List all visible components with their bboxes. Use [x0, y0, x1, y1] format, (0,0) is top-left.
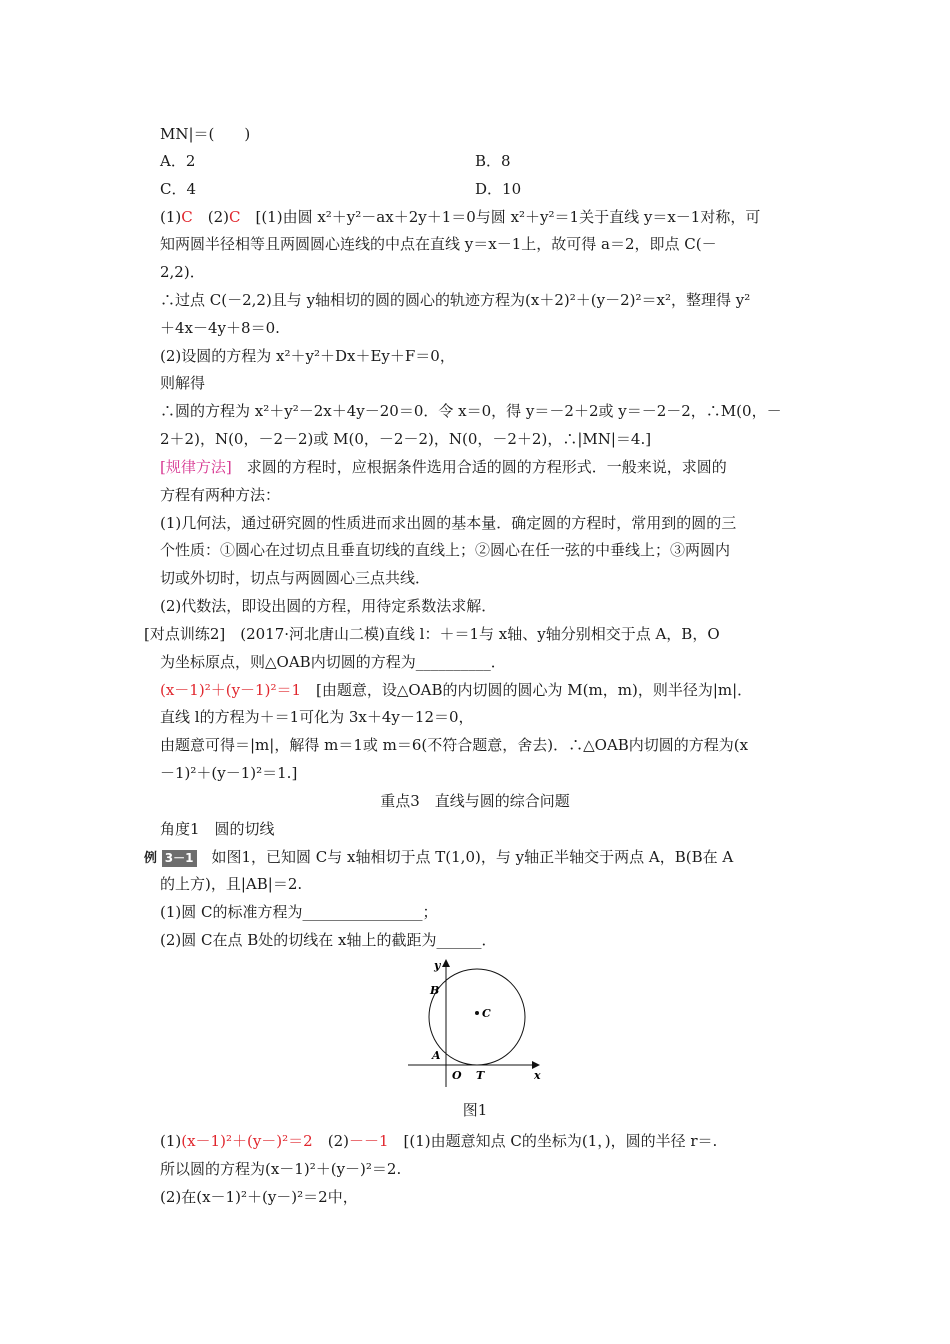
text-line: ∴圆的方程为 x²＋y²－2x＋4y－20＝0．令 x＝0，得 y＝－2＋2或 y＝－2－2，∴M(0，－: [160, 402, 782, 420]
center-point: [475, 1011, 479, 1015]
text-line: (2)代数法，即设出圆的方程，用待定系数法求解．: [160, 597, 497, 615]
text-line: 个性质：①圆心在过切点且垂直切线的直线上；②圆心在任一弦的中垂线上；③两圆内: [160, 541, 731, 559]
method-line: [规律方法] 求圆的方程时，应根据条件选用合适的圆的方程形式．一般来说，求圆的: [160, 458, 727, 476]
angle-heading: 角度1 圆的切线: [160, 820, 275, 838]
text-line: (2)圆 C在点 B处的切线在 x轴上的截距为______．: [160, 931, 497, 949]
training-line: [对点训练2] (2017·河北唐山二模)直线 l：＋＝1与 x轴、y轴分别相交于点 A，B，O: [144, 625, 720, 643]
label-t: T: [476, 1069, 485, 1082]
text-line: 直线 l的方程为＋＝1可化为 3x＋4y－12＝0，: [160, 708, 474, 726]
text-line: 的上方)，且|AB|＝2.: [160, 875, 303, 893]
option-b: B．8: [475, 152, 511, 170]
text-line: 知两圆半径相等且两圆圆心连线的中点在直线 y＝x－1上，故可得 a＝2，即点 C(－: [160, 235, 717, 253]
text-line: MN|＝( ): [160, 125, 251, 143]
text-line: (2)在(x－1)²＋(y－)²＝2中，: [160, 1188, 358, 1206]
answer-line: (x－1)²＋(y－1)²＝1 [由题意，设△OAB的内切圆的圆心为 M(m，m)，则半径为|m|．: [160, 681, 753, 699]
option-a: A．2: [160, 152, 196, 170]
text-line: 则解得: [160, 374, 206, 392]
label-c: C: [482, 1007, 491, 1020]
answer-line: (1)(x－1)²＋(y－)²＝2 (2)－－1 [(1)由题意知点 C的坐标为(1，)，圆的半径 r＝.: [160, 1132, 718, 1150]
text-line: 所以圆的方程为(x－1)²＋(y－)²＝2.: [160, 1160, 402, 1178]
example-tag: 3－1: [162, 850, 197, 867]
section-heading: 重点3 直线与圆的综合问题: [380, 792, 570, 810]
label-x: x: [534, 1069, 541, 1082]
circle-c: [429, 969, 525, 1065]
text-line: (1)圆 C的标准方程为________________；: [160, 903, 438, 921]
text-line: 方程有两种方法：: [160, 486, 281, 504]
x-axis-arrow: [532, 1061, 540, 1069]
text-line: ＋4x－4y＋8＝0.: [160, 319, 280, 337]
option-c: C．4: [160, 180, 197, 198]
text-line: －1)²＋(y－1)²＝1.]: [160, 764, 298, 782]
text-line: 为坐标原点，则△OAB内切圆的方程为__________．: [160, 653, 506, 671]
text-line: (2)设圆的方程为 x²＋y²＋Dx＋Ey＋F＝0，: [160, 347, 455, 365]
answer-line: (1)C (2)C [(1)由圆 x²＋y²－ax＋2y＋1＝0与圆 x²＋y²＝1关于直线 y＝x－1对称，可: [160, 208, 761, 226]
label-b: B: [430, 984, 440, 997]
text-line: 2,2)．: [160, 263, 205, 281]
label-o: O: [452, 1069, 462, 1082]
example-line: 例 3－1 如图1，已知圆 C与 x轴相切于点 T(1,0)，与 y轴正半轴交于两点 A，B(B在 A: [144, 847, 733, 869]
label-a: A: [432, 1049, 441, 1062]
label-y: y: [434, 959, 441, 972]
text-line: (1)几何法，通过研究圆的性质进而求出圆的基本量．确定圆的方程时，常用到的圆的三: [160, 514, 737, 532]
text-line: ∴过点 C(－2,2)且与 y轴相切的圆的圆心的轨迹方程为(x＋2)²＋(y－2)²＝x²，整理得 y²: [160, 291, 751, 309]
text-line: 切或外切时，切点与两圆圆心三点共线．: [160, 569, 431, 587]
figure-circle-diagram: [400, 955, 550, 1090]
text-line: 由题意可得＝|m|，解得 m＝1或 m＝6(不符合题意，舍去)．∴△OAB内切圆的方程为(x: [160, 736, 749, 754]
y-axis-arrow: [442, 959, 450, 967]
figure-caption: 图1: [462, 1101, 488, 1119]
option-d: D．10: [475, 180, 522, 198]
example-label: 例: [144, 851, 158, 866]
text-line: 2＋2)，N(0，－2－2)或 M(0，－2－2)，N(0，－2＋2)，∴|MN|＝4.]: [160, 430, 652, 448]
